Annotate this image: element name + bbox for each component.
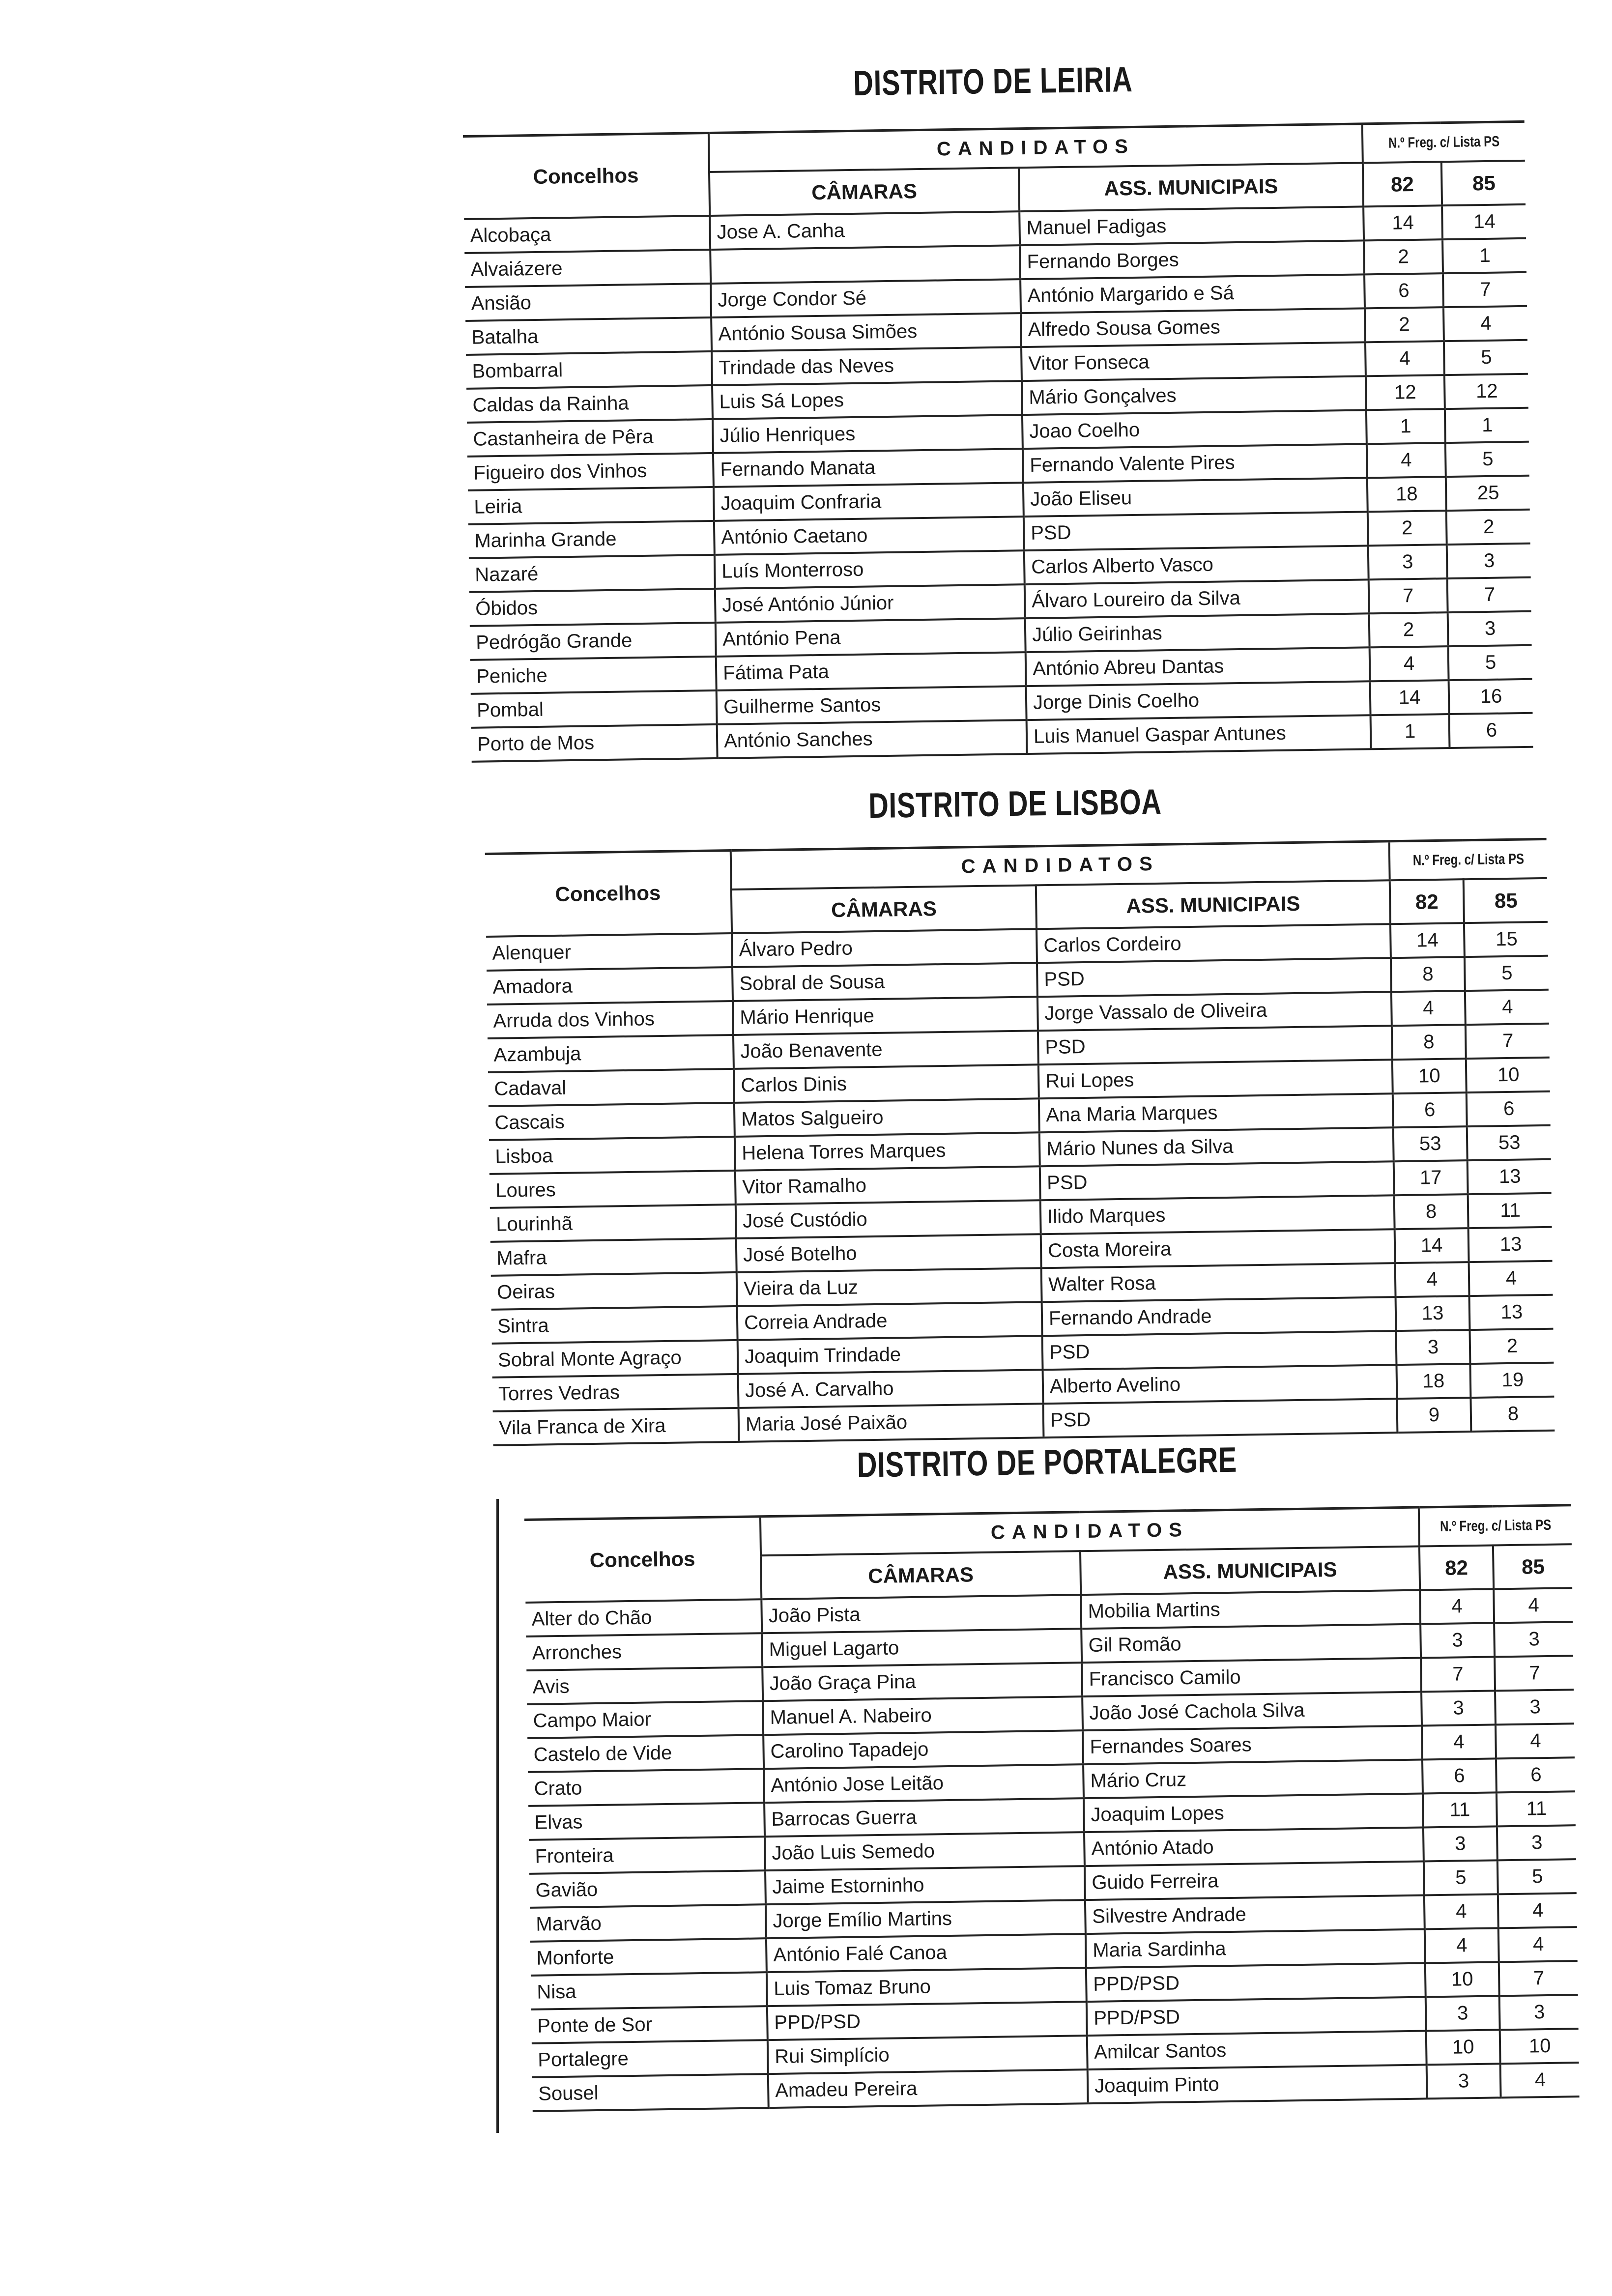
header-camaras: CÂMARAS <box>709 168 1019 216</box>
freg-85-cell: 19 <box>1470 1363 1554 1398</box>
concelho-cell: Fronteira <box>529 1837 765 1874</box>
concelho-cell: Leiria <box>468 487 714 524</box>
concelho-cell: Peniche <box>470 657 717 694</box>
freg-85-cell: 12 <box>1444 374 1528 409</box>
freg-82-cell: 5 <box>1424 1860 1498 1895</box>
camara-cell: Joaquim Confraria <box>714 483 1024 521</box>
freg-82-cell: 10 <box>1425 1962 1499 1997</box>
camara-cell: António Jose Leitão <box>764 1764 1084 1803</box>
assembleia-cell: PSD <box>1037 958 1391 997</box>
assembleia-cell: Silvestre Andrade <box>1085 1895 1425 1934</box>
camara-cell: José António Júnior <box>715 584 1025 623</box>
freg-85-cell: 3 <box>1497 1825 1576 1860</box>
camara-cell: Maria José Paixão <box>739 1404 1044 1442</box>
camara-cell: João Luis Semedo <box>765 1832 1085 1870</box>
district-leiria <box>462 54 1533 772</box>
header-year-82: 82 <box>1390 879 1464 924</box>
concelho-cell: Alenquer <box>486 933 732 971</box>
concelho-cell: Caldas da Rainha <box>466 385 713 423</box>
concelho-cell: Batalha <box>465 317 712 355</box>
header-candidatos: CANDIDATOS <box>760 1507 1419 1555</box>
freg-82-cell: 8 <box>1391 957 1465 992</box>
header-ass-municipais: ASS. MUNICIPAIS <box>1036 880 1390 929</box>
freg-85-cell: 6 <box>1449 713 1533 748</box>
assembleia-cell: Alfredo Sousa Gomes <box>1021 308 1365 347</box>
assembleia-cell: António Atado <box>1084 1828 1424 1866</box>
camara-cell: Amadeu Pereira <box>768 2069 1088 2108</box>
freg-85-cell: 11 <box>1497 1791 1576 1826</box>
freg-85-cell: 10 <box>1500 2029 1579 2064</box>
freg-82-cell: 3 <box>1423 1826 1497 1861</box>
camara-cell: Vieira da Luz <box>737 1268 1042 1306</box>
concelho-cell: Nisa <box>531 1972 767 2009</box>
camara-cell: Fátima Pata <box>716 652 1026 690</box>
freg-82-cell: 18 <box>1367 477 1446 512</box>
freg-85-cell: 6 <box>1496 1757 1575 1792</box>
camara-cell: Luis Sá Lopes <box>712 381 1022 419</box>
concelho-cell: Pombal <box>471 690 717 728</box>
assembleia-cell: Jorge Dinis Coelho <box>1026 681 1371 720</box>
freg-85-cell: 5 <box>1497 1859 1577 1894</box>
assembleia-cell: Mário Cruz <box>1083 1760 1423 1799</box>
freg-82-cell: 1 <box>1366 409 1445 444</box>
assembleia-cell: Guido Ferreira <box>1085 1862 1424 1900</box>
freg-85-cell: 8 <box>1470 1397 1554 1432</box>
camara-cell: Luís Monterroso <box>715 550 1025 589</box>
assembleia-cell: Walter Rosa <box>1041 1263 1396 1302</box>
freg-85-cell: 15 <box>1464 922 1548 957</box>
freg-85-cell: 3 <box>1448 611 1532 646</box>
assembleia-cell: PSD <box>1040 1161 1394 1200</box>
concelho-cell: Marvão <box>530 1904 766 1942</box>
header-year-85: 85 <box>1441 161 1526 205</box>
freg-82-cell: 8 <box>1392 1025 1466 1060</box>
freg-85-cell: 4 <box>1500 2063 1580 2097</box>
assembleia-cell: Mobilia Martins <box>1081 1590 1420 1629</box>
camara-cell: Guilherme Santos <box>717 686 1027 724</box>
freg-85-cell: 1 <box>1445 408 1529 443</box>
camara-cell: Fernando Manata <box>713 449 1023 487</box>
concelho-cell: Loures <box>489 1171 736 1208</box>
freg-82-cell: 12 <box>1366 375 1445 410</box>
concelho-cell: Arronches <box>526 1633 762 1670</box>
assembleia-cell: Fernando Andrade <box>1042 1297 1396 1336</box>
concelho-cell: Torres Vedras <box>492 1374 739 1411</box>
assembleia-cell: PPD/PSD <box>1087 1997 1426 2036</box>
camara-cell: António Caetano <box>714 517 1024 555</box>
freg-85-cell: 5 <box>1444 340 1528 375</box>
freg-82-cell: 4 <box>1425 1928 1499 1963</box>
freg-85-cell: 7 <box>1443 272 1527 307</box>
camara-cell: Barrocas Guerra <box>764 1798 1084 1837</box>
freg-82-cell: 7 <box>1369 578 1448 613</box>
concelho-cell: Pedrógão Grande <box>470 623 716 660</box>
freg-82-cell: 14 <box>1390 923 1465 958</box>
freg-82-cell: 14 <box>1370 680 1449 715</box>
camara-cell: Helena Torres Marques <box>735 1132 1040 1171</box>
concelho-cell: Figueiro dos Vinhos <box>467 453 714 490</box>
freg-82-cell: 4 <box>1370 646 1449 681</box>
freg-85-cell: 2 <box>1446 510 1530 545</box>
freg-85-cell: 13 <box>1469 1295 1554 1330</box>
freg-85-cell: 5 <box>1445 442 1529 477</box>
concelho-cell: Oeiras <box>491 1272 737 1310</box>
concelho-cell: Elvas <box>528 1803 765 1840</box>
assembleia-cell: Joaquim Lopes <box>1084 1794 1423 1833</box>
freg-85-cell: 10 <box>1466 1058 1550 1092</box>
concelho-cell: Nazaré <box>469 555 715 592</box>
concelho-cell: Castelo de Vide <box>527 1735 764 1772</box>
freg-82-cell: 4 <box>1420 1589 1494 1624</box>
freg-85-cell: 11 <box>1468 1193 1552 1228</box>
assembleia-cell: Joao Coelho <box>1022 410 1367 449</box>
camara-cell: Vitor Ramalho <box>735 1166 1040 1205</box>
freg-85-cell: 4 <box>1443 306 1527 341</box>
freg-85-cell: 25 <box>1446 476 1530 511</box>
camara-cell: Jaime Estorninho <box>765 1866 1085 1904</box>
assembleia-cell: Carlos Cordeiro <box>1036 924 1391 963</box>
freg-85-cell: 4 <box>1496 1723 1575 1758</box>
concelho-cell: Marinha Grande <box>468 521 715 558</box>
assembleia-cell: PSD <box>1043 1399 1398 1437</box>
camara-cell: Miguel Lagarto <box>762 1629 1082 1667</box>
concelho-cell: Alcobaça <box>464 216 710 253</box>
freg-82-cell: 7 <box>1421 1657 1495 1692</box>
header-candidatos: CANDIDATOS <box>731 841 1390 890</box>
freg-85-cell: 53 <box>1467 1125 1551 1160</box>
assembleia-cell: Maria Sardinha <box>1086 1929 1425 1968</box>
freg-82-cell: 4 <box>1365 341 1444 376</box>
freg-82-cell: 3 <box>1396 1330 1470 1365</box>
assembleia-cell: Alberto Avelino <box>1043 1365 1397 1404</box>
camara-cell <box>710 245 1020 284</box>
concelho-cell: Crato <box>528 1769 764 1806</box>
freg-82-cell: 2 <box>1368 511 1447 545</box>
assembleia-cell: Mário Gonçalves <box>1022 376 1366 415</box>
camara-cell: Trindade das Neves <box>712 347 1022 385</box>
header-candidatos: CANDIDATOS <box>709 124 1363 172</box>
freg-85-cell: 6 <box>1467 1091 1551 1126</box>
concelho-cell: Cadaval <box>488 1069 734 1106</box>
freg-82-cell: 4 <box>1422 1724 1496 1759</box>
concelho-cell: Castanheira de Pêra <box>467 419 713 457</box>
district-lisboa <box>484 776 1555 1464</box>
freg-85-cell: 4 <box>1498 1893 1577 1928</box>
freg-85-cell: 2 <box>1469 1329 1554 1364</box>
assembleia-cell: Amilcar Santos <box>1087 2031 1427 2069</box>
freg-85-cell: 7 <box>1495 1656 1574 1691</box>
header-camaras: CÂMARAS <box>731 885 1036 933</box>
freg-85-cell: 5 <box>1448 645 1532 680</box>
camara-cell: Correia Andrade <box>737 1302 1042 1340</box>
freg-85-cell: 3 <box>1494 1622 1573 1657</box>
assembleia-cell: Costa Moreira <box>1041 1229 1395 1268</box>
camara-cell: António Sousa Simões <box>711 313 1021 351</box>
camara-cell: António Sanches <box>717 720 1027 758</box>
concelho-cell: Avis <box>526 1667 763 1704</box>
header-ass-municipais: ASS. MUNICIPAIS <box>1080 1547 1420 1595</box>
concelho-cell: Mafra <box>490 1238 737 1276</box>
concelho-cell: Arruda dos Vinhos <box>487 1001 733 1038</box>
concelho-cell: Lisboa <box>489 1137 735 1174</box>
concelho-cell: Ansião <box>465 284 711 321</box>
header-concelhos: Concelhos <box>485 851 732 937</box>
camara-cell: Álvaro Pedro <box>732 929 1037 967</box>
freg-85-cell: 4 <box>1498 1927 1578 1962</box>
freg-85-cell: 4 <box>1465 990 1549 1025</box>
concelho-cell: Bombarral <box>466 351 712 389</box>
header-year-85: 85 <box>1493 1544 1572 1589</box>
concelho-cell: Cascais <box>489 1103 735 1140</box>
concelho-cell: Campo Maior <box>527 1701 763 1738</box>
freg-82-cell: 10 <box>1426 2030 1500 2065</box>
freg-85-cell: 5 <box>1465 956 1549 991</box>
concelho-cell: Gavião <box>529 1870 766 1908</box>
assembleia-cell: Rui Lopes <box>1038 1060 1393 1098</box>
freg-82-cell: 18 <box>1396 1364 1470 1399</box>
header-camaras: CÂMARAS <box>761 1551 1081 1599</box>
assembleia-cell: Francisco Camilo <box>1082 1658 1421 1697</box>
freg-82-cell: 3 <box>1420 1623 1495 1658</box>
assembleia-cell: Ana Maria Marques <box>1039 1093 1393 1132</box>
camara-cell: Mário Henrique <box>733 997 1038 1035</box>
camara-cell: João Benavente <box>733 1031 1038 1069</box>
header-concelhos: Concelhos <box>524 1517 761 1603</box>
assembleia-cell: João Eliseu <box>1023 478 1368 517</box>
freg-82-cell: 2 <box>1365 307 1444 342</box>
camara-cell: Luis Tomaz Bruno <box>767 1968 1087 2006</box>
camara-cell: Manuel A. Nabeiro <box>763 1696 1083 1735</box>
freg-82-cell: 3 <box>1426 1996 1500 2031</box>
concelho-cell: Sousel <box>532 2074 769 2111</box>
camara-cell: Carlos Dinis <box>734 1064 1039 1103</box>
freg-85-cell: 14 <box>1442 204 1526 239</box>
concelho-cell: Sobral Monte Agraço <box>492 1340 738 1378</box>
assembleia-cell: Vitor Fonseca <box>1021 342 1366 381</box>
concelho-cell: Vila Franca de Xira <box>493 1408 739 1445</box>
header-freguesias: N.º Freg. c/ Lista PS <box>1434 1505 1556 1546</box>
district-table <box>463 120 1533 763</box>
concelho-cell: Monforte <box>530 1938 767 1976</box>
freg-82-cell: 53 <box>1393 1126 1468 1161</box>
freg-82-cell: 17 <box>1394 1160 1468 1195</box>
concelho-cell: Óbidos <box>469 589 716 626</box>
assembleia-cell: Jorge Vassalo de Oliveira <box>1037 992 1392 1031</box>
assembleia-cell: Fernando Borges <box>1020 240 1364 279</box>
district-title: DISTRITO DE LEIRIA <box>853 59 1133 103</box>
freg-82-cell: 13 <box>1396 1296 1470 1331</box>
camara-cell: João Graça Pina <box>762 1663 1082 1701</box>
assembleia-cell: Joaquim Pinto <box>1088 2065 1427 2103</box>
freg-85-cell: 13 <box>1468 1159 1552 1194</box>
header-year-82: 82 <box>1363 162 1442 206</box>
freg-82-cell: 4 <box>1391 991 1466 1026</box>
header-freguesias: N.º Freg. c/ Lista PS <box>1379 122 1509 163</box>
freg-85-cell: 4 <box>1494 1588 1573 1623</box>
freg-85-cell: 3 <box>1495 1690 1574 1724</box>
camara-cell: Carolino Tapadejo <box>763 1730 1083 1769</box>
camara-cell: Júlio Henriques <box>713 415 1023 453</box>
assembleia-cell: António Margarido e Sá <box>1020 274 1365 313</box>
assembleia-cell: Júlio Geirinhas <box>1025 613 1370 652</box>
assembleia-cell: Fernandes Soares <box>1083 1726 1422 1765</box>
camara-cell: Joaquim Trindade <box>738 1336 1043 1374</box>
camara-cell: Jose A. Canha <box>710 211 1020 250</box>
assembleia-cell: PSD <box>1038 1026 1392 1064</box>
freg-82-cell: 6 <box>1393 1092 1467 1127</box>
freg-82-cell: 11 <box>1423 1792 1497 1827</box>
assembleia-cell: Gil Romão <box>1081 1624 1421 1663</box>
district-title: DISTRITO DE PORTALEGRE <box>857 1440 1238 1485</box>
camara-cell: Rui Simplício <box>768 2036 1088 2074</box>
concelho-cell: Portalegre <box>532 2040 768 2077</box>
freg-82-cell: 6 <box>1422 1758 1497 1793</box>
camara-cell: Sobral de Sousa <box>732 963 1037 1001</box>
assembleia-cell: Carlos Alberto Vasco <box>1024 545 1369 584</box>
freg-85-cell: 3 <box>1499 1995 1579 2030</box>
freg-82-cell: 10 <box>1392 1059 1467 1093</box>
district-table <box>485 838 1555 1446</box>
camara-cell: Jorge Condor Sé <box>711 279 1021 317</box>
assembleia-cell: Álvaro Loureiro da Silva <box>1025 579 1369 618</box>
freg-82-cell: 4 <box>1395 1262 1469 1297</box>
camara-cell: António Falé Canoa <box>766 1934 1086 1972</box>
assembleia-cell: PPD/PSD <box>1086 1963 1426 2002</box>
freg-82-cell: 1 <box>1371 714 1450 749</box>
camara-cell: João Pista <box>761 1595 1081 1633</box>
header-ass-municipais: ASS. MUNICIPAIS <box>1019 163 1363 211</box>
concelho-cell: Amadora <box>487 967 733 1004</box>
district-title: DISTRITO DE LISBOA <box>868 782 1162 826</box>
assembleia-cell: Manuel Fadigas <box>1019 206 1364 245</box>
freg-85-cell: 1 <box>1442 238 1526 273</box>
camara-cell: Matos Salgueiro <box>734 1098 1039 1137</box>
assembleia-cell: Ilido Marques <box>1040 1195 1395 1234</box>
header-year-85: 85 <box>1464 878 1548 923</box>
freg-82-cell: 9 <box>1397 1398 1471 1433</box>
freg-82-cell: 4 <box>1367 443 1446 478</box>
freg-85-cell: 7 <box>1466 1024 1550 1059</box>
camara-cell: Jorge Emílio Martins <box>766 1900 1086 1938</box>
freg-85-cell: 16 <box>1449 679 1533 714</box>
concelho-cell: Lourinhã <box>490 1205 736 1242</box>
camara-cell: José A. Carvalho <box>738 1370 1043 1408</box>
freg-85-cell: 4 <box>1469 1261 1553 1296</box>
freg-82-cell: 2 <box>1369 612 1448 647</box>
concelho-cell: Sintra <box>491 1306 738 1344</box>
assembleia-cell: PSD <box>1042 1331 1397 1370</box>
freg-82-cell: 14 <box>1395 1228 1469 1263</box>
concelho-cell: Azambuja <box>488 1035 734 1072</box>
district-table <box>524 1504 1580 2112</box>
assembleia-cell: João José Cachola Silva <box>1082 1692 1422 1731</box>
freg-82-cell: 3 <box>1368 545 1447 579</box>
freg-82-cell: 4 <box>1424 1894 1498 1929</box>
freg-82-cell: 6 <box>1364 273 1443 308</box>
freg-82-cell: 3 <box>1427 2064 1501 2098</box>
header-freguesias: N.º Freg. c/ Lista PS <box>1405 839 1531 880</box>
freg-85-cell: 7 <box>1499 1961 1578 1996</box>
concelho-cell: Ponte de Sor <box>531 2006 768 2043</box>
freg-82-cell: 14 <box>1363 205 1442 240</box>
freg-82-cell: 8 <box>1394 1194 1468 1229</box>
concelho-cell: Alter do Chão <box>525 1599 762 1636</box>
assembleia-cell: Fernando Valente Pires <box>1023 444 1367 483</box>
freg-85-cell: 7 <box>1447 577 1531 612</box>
freg-85-cell: 13 <box>1468 1227 1553 1262</box>
assembleia-cell: Mário Nunes da Silva <box>1039 1127 1394 1166</box>
header-year-82: 82 <box>1419 1545 1494 1590</box>
camara-cell: José Custódio <box>736 1200 1041 1238</box>
camara-cell: PPD/PSD <box>767 2002 1087 2040</box>
freg-85-cell: 3 <box>1447 544 1531 578</box>
camara-cell: José Botelho <box>736 1234 1041 1272</box>
assembleia-cell: PSD <box>1024 512 1368 550</box>
concelho-cell: Alvaiázere <box>464 250 711 287</box>
freg-82-cell: 2 <box>1364 239 1443 274</box>
district-portalegre <box>523 1435 1580 2128</box>
freg-82-cell: 3 <box>1421 1691 1496 1725</box>
assembleia-cell: António Abreu Dantas <box>1026 647 1370 686</box>
scan-mark-left-border <box>496 1499 499 2133</box>
header-concelhos: Concelhos <box>463 133 710 219</box>
camara-cell: António Pena <box>716 618 1026 657</box>
concelho-cell: Porto de Mos <box>471 724 718 762</box>
assembleia-cell: Luis Manuel Gaspar Antunes <box>1027 715 1371 754</box>
